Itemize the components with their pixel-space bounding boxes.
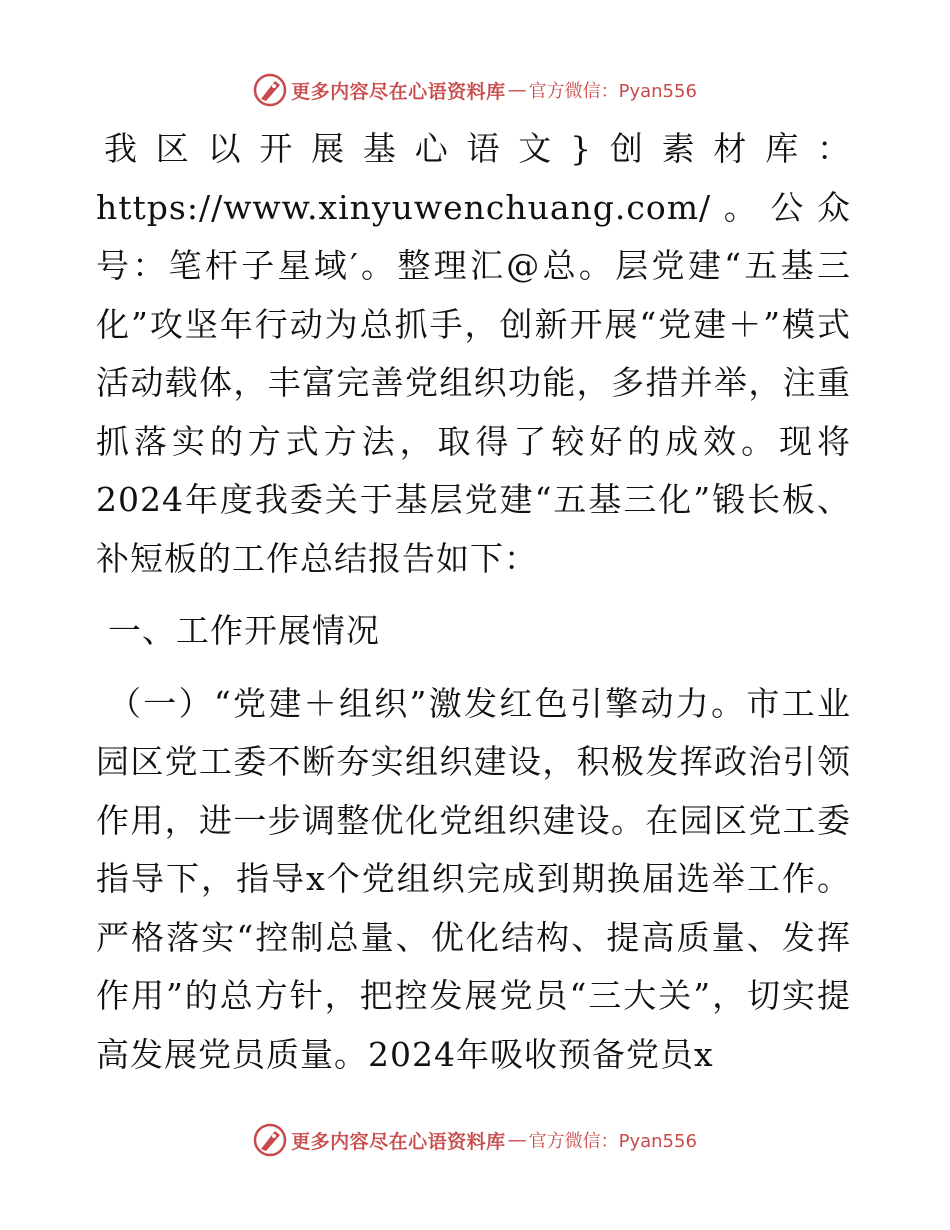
pen-nib-logo-icon: [253, 73, 287, 107]
document-body: [96, 120, 851, 1084]
section-heading: 一、工作开展情况: [108, 611, 380, 650]
footer-watermark: [0, 1120, 950, 1160]
watermark-separator: —: [507, 1129, 527, 1151]
header-watermark: [0, 70, 950, 110]
watermark-wechat: 官方微信：Pyan556: [528, 81, 697, 102]
pen-nib-logo-icon: [253, 1123, 287, 1157]
watermark-wechat: 官方微信：Pyan556: [528, 1131, 697, 1152]
paragraph-intro: 我区以开展基心语文}创素材库：https://www.xinyuwenchuang.com/。公众号：笔杆子星域′。整理汇@总。层党建“五基三化”攻坚年行动为总抓手，创新开展“党建＋”模式活动载体，丰富完善党组织功能，多措并举，注重抓落实的方式方法，取得了较好的成效。现将2024年度我委关于基层党建“五基三化”锻长板、补短板的工作总结报告如下：: [96, 129, 851, 578]
paragraph-organization: （一）“党建＋组织”激发红色引擎动力。市工业园区党工委不断夯实组织建设，积极发挥政治引领作用，进一步调整优化党组织建设。在园区党工委指导下，指导x个党组织完成到期换届选举工作。严格落实“控制总量、优化结构、提高质量、发挥作用”的总方针，把控发展党员“三大关”，切实提高发展党员质量。2024年吸收预备党员x: [96, 683, 851, 1074]
watermark-separator: —: [507, 79, 527, 101]
watermark-text: 更多内容尽在心语资料库: [291, 1130, 506, 1153]
watermark-text: 更多内容尽在心语资料库: [291, 80, 506, 103]
